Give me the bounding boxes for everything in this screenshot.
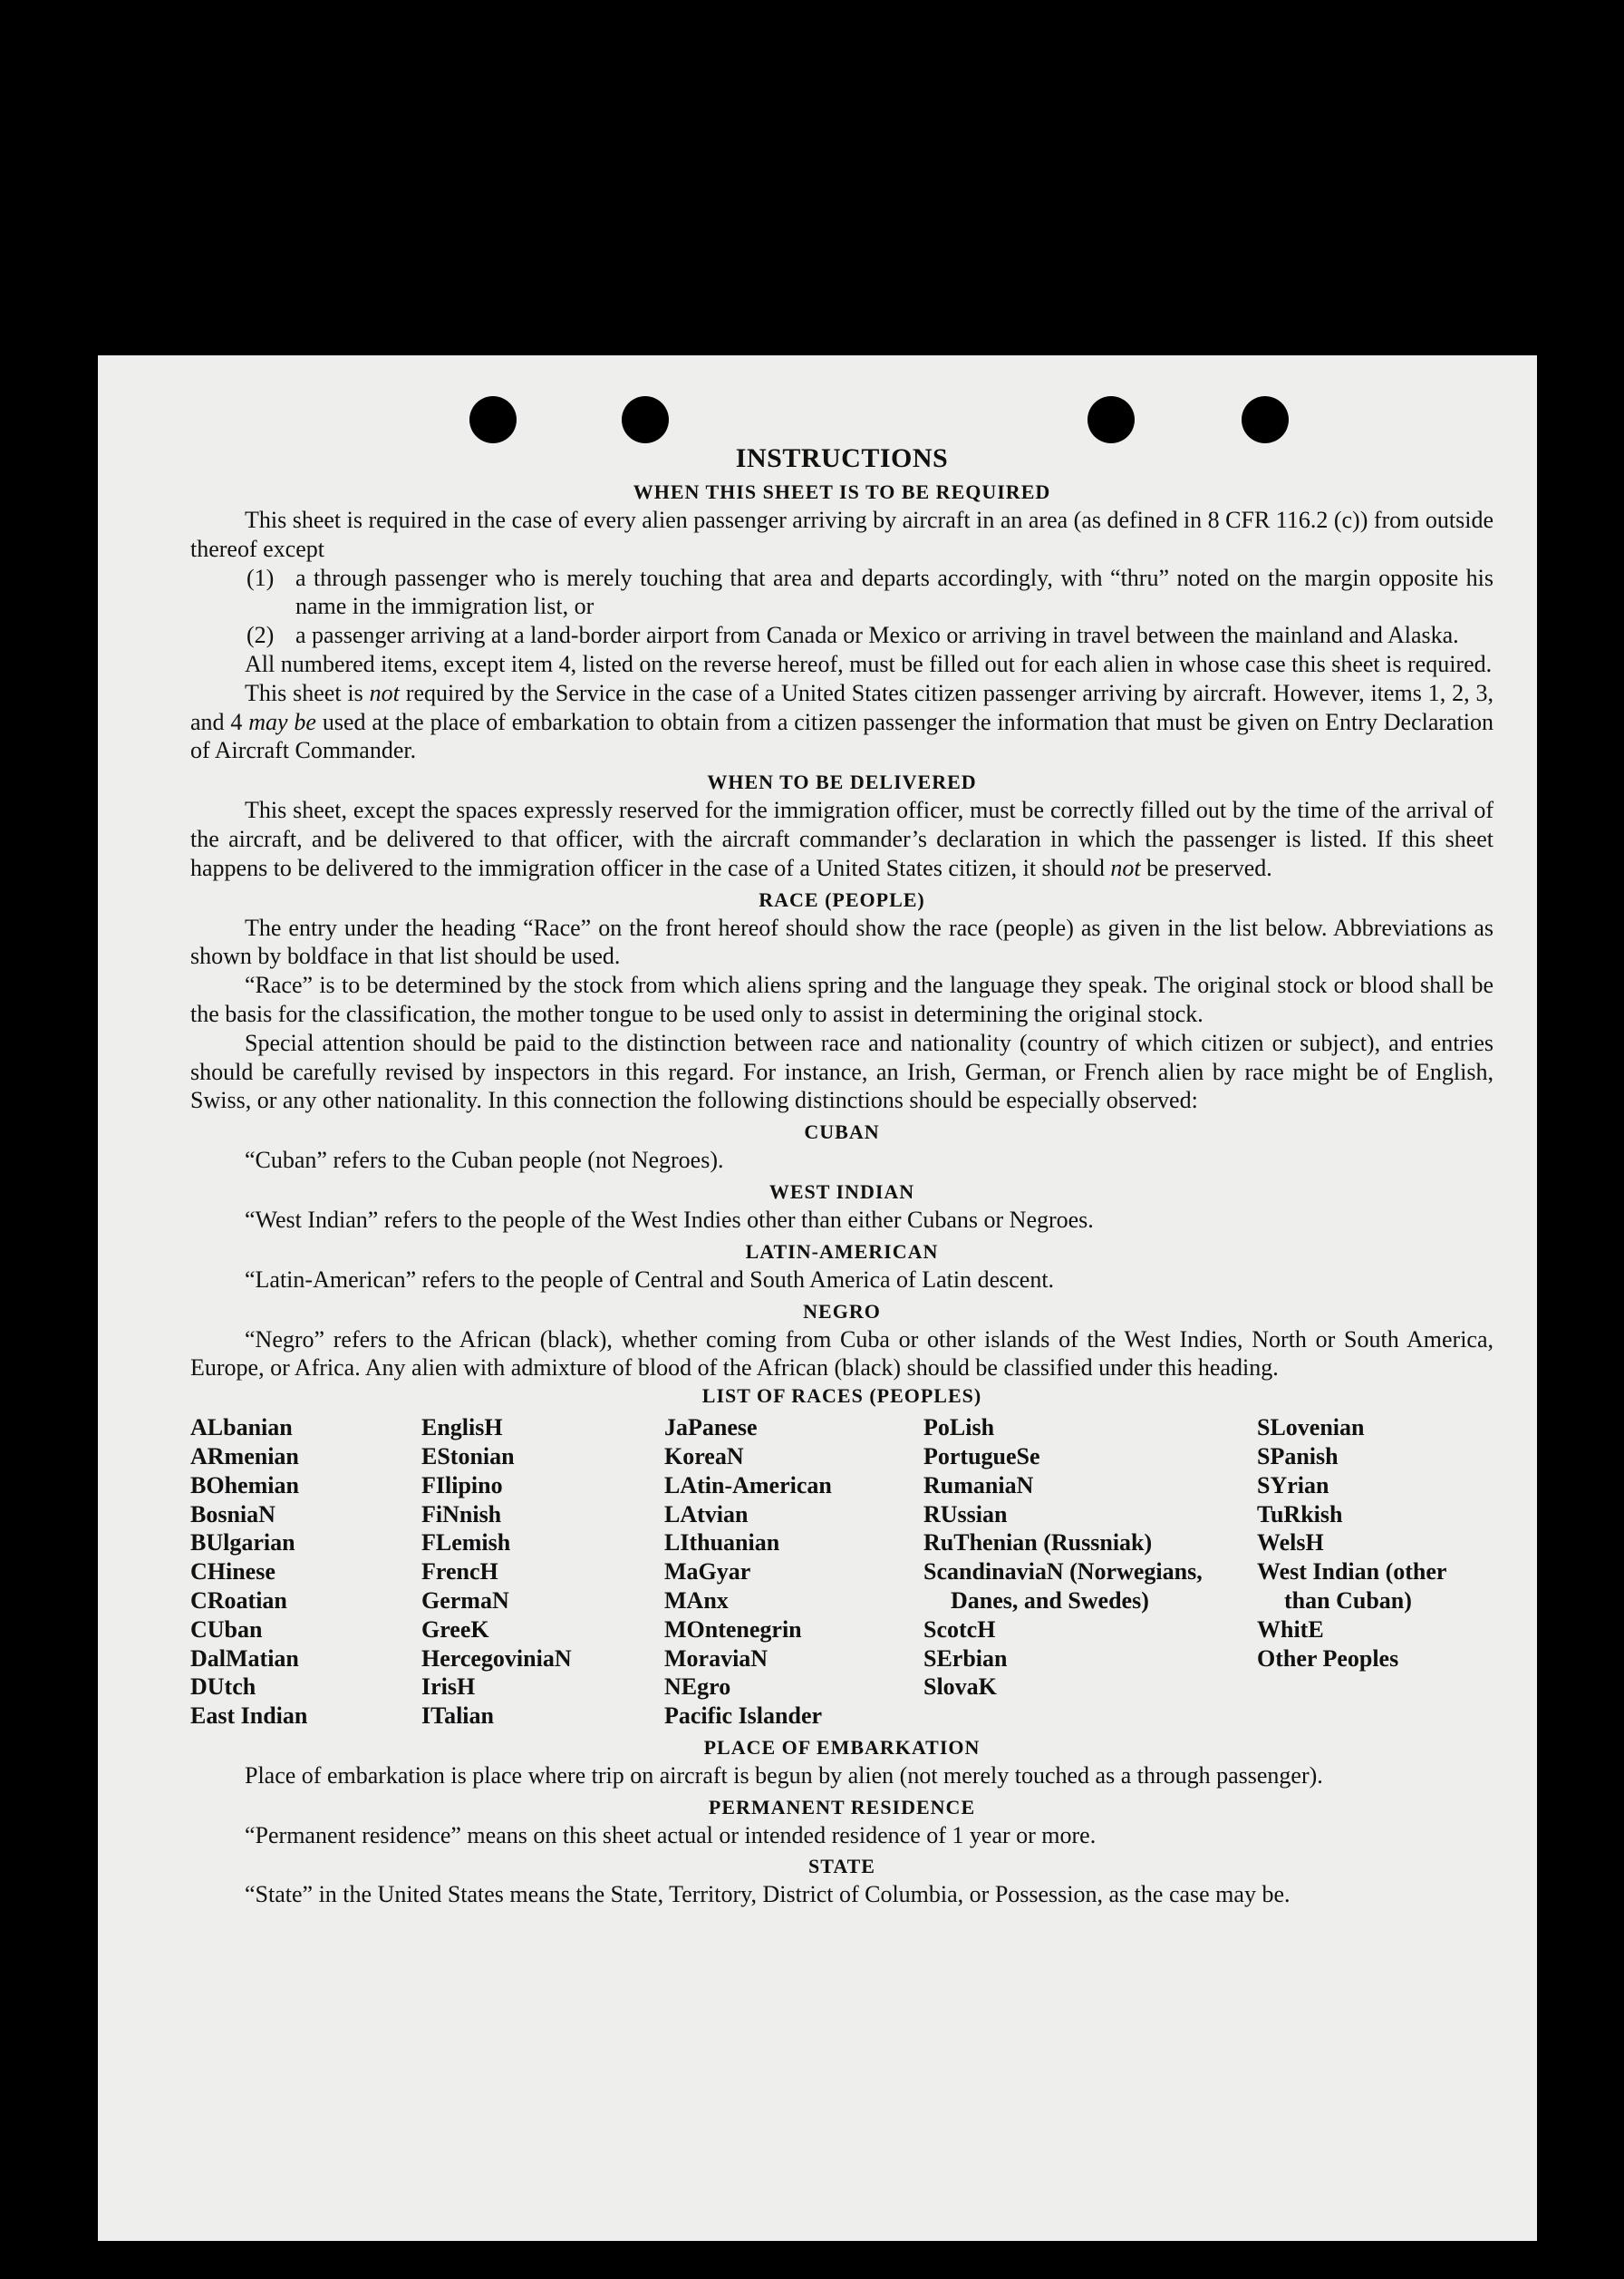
race-entry: Other Peoples [1257,1644,1399,1672]
race-entry: EnglisH [421,1414,503,1441]
race-entry: SlovaK [923,1673,997,1701]
race-entry: BOhemian [190,1471,299,1498]
definition: “Cuban” refers to the Cuban people (not Negroes). [245,1147,724,1174]
race-entry: IrisH [421,1673,476,1701]
race-entry: FIlipino [421,1471,503,1498]
race-entry: ALbanian [190,1414,293,1441]
text-run: used at the place of embarkation to obtain from a citizen passenger the information that must be given on Entry Declaration of Aircraft Commander. [190,708,1494,764]
race-entry: LIthuanian [664,1529,780,1557]
race-entry: FrencH [421,1558,498,1586]
emphasis: may be [248,708,316,735]
race-entry: RUssian [923,1500,1008,1527]
race-entry: MAnx [664,1586,729,1614]
item-number: (2) [246,622,275,649]
paragraph: This sheet is required in the case of every alien passenger arriving by aircraft in an area (as defined in 8 CFR 116.2 (c)) from outside thereof except [190,507,1494,562]
race-entry: FLemish [421,1529,511,1557]
definition: “Latin-American” refers to the people of Central and South America of Latin descent. [245,1266,1055,1293]
punch-hole [622,396,669,443]
numbered-item [190,564,1494,622]
race-entry: GreeK [421,1615,489,1643]
document-body [190,442,1494,1909]
race-entry: BosniaN [190,1500,276,1527]
race-entry: SPanish [1257,1442,1339,1469]
race-entry: MoraviaN [664,1644,768,1672]
punch-hole [1088,396,1135,443]
race-entry: ARmenian [190,1442,299,1469]
item-number: (1) [246,564,275,591]
text-run: be preserved. [1140,854,1272,881]
race-entry: CUban [190,1615,263,1643]
race-entry: KoreaN [664,1442,744,1469]
race-entry: LAtvian [664,1500,749,1527]
paragraph: “Negro” refers to the African (black), whether coming from Cuba or other islands of the West Indies, North or South America, Europe, or Africa. Any alien with admixture of blood of the African (black) should be classified under this heading. [190,1325,1494,1382]
race-entry: JaPanese [664,1414,758,1441]
race-column [664,1413,923,1731]
race-entry: WelsH [1257,1529,1324,1557]
punch-hole [1242,396,1289,443]
race-column [923,1413,1257,1731]
race-entry: ITalian [421,1702,494,1730]
race-entry: Pacific Islander [664,1702,823,1730]
paragraph: The entry under the heading “Race” on the front hereof should show the race (people) as given in the list below. Abbreviations as shown by boldface in that list should be used. [190,914,1494,970]
race-column [190,1413,421,1731]
race-entry: DalMatian [190,1644,299,1672]
paragraph: “State” in the United States means the State, Territory, District of Columbia, or Possession, as the case may be. [245,1881,1290,1908]
race-entry: BUlgarian [190,1529,295,1557]
numbered-item [190,621,1494,650]
text-run: This sheet, except the spaces expressly reserved for the immigration officer, must be correctly filled out by the time of the arrival of the aircraft, and be delivered to that officer, with the aircraft commander’s declaration in which the passenger is listed. If this sheet happens to be delivered to the immigration officer in the case of a United States citizen, it should [190,797,1494,881]
emphasis: not [1110,854,1141,881]
race-column [421,1413,664,1731]
page-title: INSTRUCTIONS [735,443,949,473]
section-heading: NEGRO [803,1299,881,1323]
race-entry: WhitE [1257,1615,1324,1643]
race-entry: MOntenegrin [664,1615,802,1643]
race-column [1257,1413,1494,1731]
item-text: a passenger arriving at a land-border airport from Canada or Mexico or arriving in travel between the mainland and Alaska. [295,622,1459,649]
race-entry: CRoatian [190,1586,287,1614]
race-entry: PoLish [923,1414,995,1441]
section-heading: PLACE OF EMBARKATION [703,1735,981,1759]
race-entry: FiNnish [421,1500,502,1527]
race-entry: ScotcH [923,1615,996,1643]
race-entry: NEgro [664,1673,731,1701]
emphasis: not [369,679,400,706]
race-entry: RumaniaN [923,1471,1034,1498]
section-heading: PERMANENT RESIDENCE [708,1795,976,1818]
race-list [190,1413,1494,1731]
punch-hole [469,396,517,443]
race-entry: MaGyar [664,1558,751,1586]
race-entry: TuRkish [1257,1500,1343,1527]
race-entry: GermaN [421,1586,509,1614]
race-entry: CHinese [190,1558,276,1586]
definition: “Permanent residence” means on this sheet actual or intended residence of 1 year or more. [245,1821,1097,1848]
text-run: This sheet is [245,679,370,706]
paragraph [190,679,1494,765]
race-entry: HercegoviniaN [421,1644,572,1672]
definition: “West Indian” refers to the people of the West Indies other than either Cubans or Negroes. [245,1206,1094,1233]
item-text: a through passenger who is merely touching that area and departs accordingly, with “thru” noted on the margin opposite his name in the immigration list, or [295,564,1494,620]
section-heading: LATIN-AMERICAN [745,1239,939,1263]
paragraph: “Race” is to be determined by the stock from which aliens spring and the language they speak. The original stock or blood shall be the basis for the classification, the mother tongue to be used only to assist in determining the original stock. [190,972,1494,1027]
section-heading: RACE (PEOPLE) [759,887,925,911]
section-heading: STATE [808,1855,875,1878]
race-entry: SYrian [1257,1471,1329,1498]
race-entry: West Indian (other than Cuban) [1257,1558,1446,1614]
race-entry: DUtch [190,1673,256,1701]
paragraph: Special attention should be paid to the distinction between race and nationality (country of which citizen or subject), and entries should be carefully revised by inspectors in this regard. For instance, an Irish, German, or French alien by race might be of English, Swiss, or any other nationality. In this connection the following distinctions should be especially observed: [190,1029,1494,1114]
section-heading: CUBAN [804,1120,880,1144]
section-heading: WEST INDIAN [768,1179,915,1203]
section-heading: WHEN THIS SHEET IS TO BE REQUIRED [633,480,1051,503]
race-entry: East Indian [190,1702,308,1730]
race-entry: PortugueSe [923,1442,1040,1469]
race-entry: SLovenian [1257,1414,1365,1441]
text-run: required by the Service in the case of a United States citizen passenger arriving by aircraft. However, items 1, 2, 3, and 4 [190,679,1494,735]
paragraph: Place of embarkation is place where trip on aircraft is begun by alien (not merely touched as a through passenger). [245,1761,1323,1789]
race-entry: ScandinaviaN (Norwegians, Danes, and Swedes) [923,1558,1203,1614]
race-entry: LAtin-American [664,1471,832,1498]
paragraph [190,796,1494,882]
section-heading: LIST OF RACES (PEOPLES) [701,1384,982,1408]
race-entry: EStonian [421,1442,515,1469]
race-entry: RuThenian (Russniak) [923,1529,1153,1557]
document-sheet [98,355,1537,2241]
race-entry: SErbian [923,1644,1008,1672]
paragraph: All numbered items, except item 4, listed on the reverse hereof, must be filled out for each alien in whose case this sheet is required. [245,650,1493,677]
section-heading: WHEN TO BE DELIVERED [707,771,977,794]
